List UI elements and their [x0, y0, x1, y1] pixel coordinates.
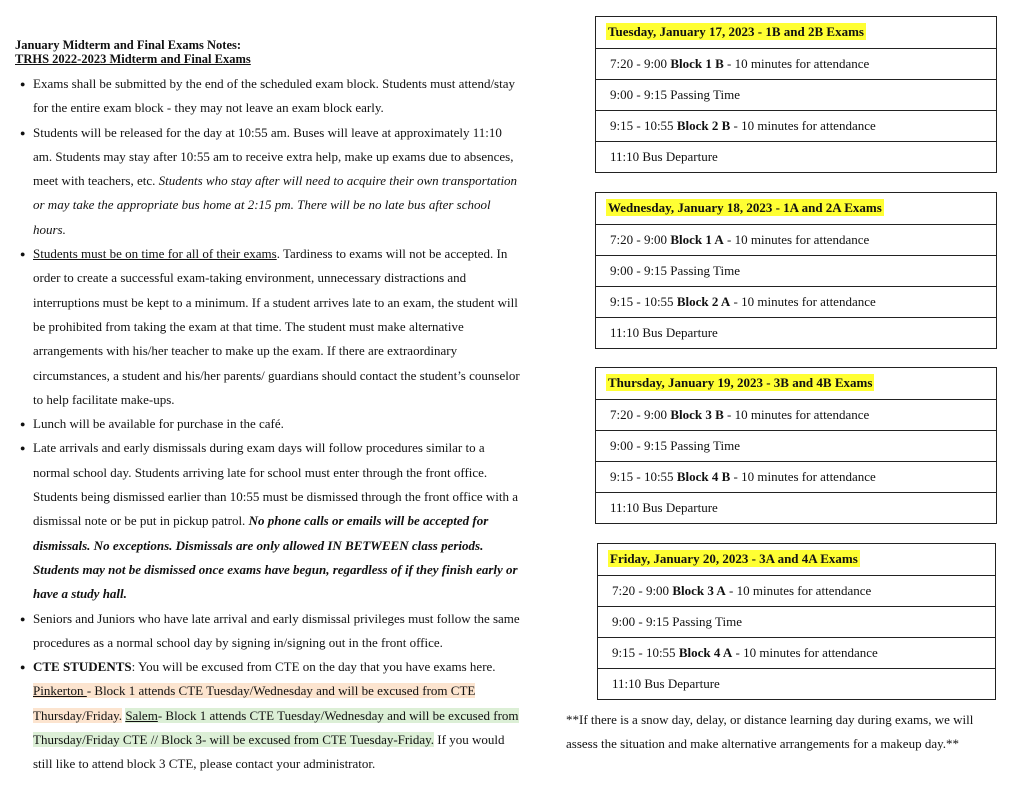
- row-block: Block 1 A: [670, 232, 724, 247]
- salem-name: Salem: [125, 707, 158, 723]
- note-cte-text: : You will be excused from CTE on the day that you have exams here.: [131, 659, 496, 675]
- row-pre: 7:20 - 9:00: [612, 583, 673, 598]
- schedule-thursday: [595, 367, 997, 524]
- schedule-friday: [597, 543, 996, 700]
- row-pre: 9:15 - 10:55: [610, 294, 677, 309]
- row-post: - 10 minutes for attendance: [723, 407, 870, 422]
- note-lunch-text: Lunch will be available for purchase in the café.: [33, 416, 284, 432]
- schedule-title-row: [598, 544, 995, 575]
- schedule-row: [596, 255, 996, 286]
- row-post: - 10 minutes for attendance: [730, 469, 876, 484]
- notes-list: [15, 72, 520, 777]
- pinkerton-text: - Block 1 attends CTE Tuesday/Wednesday and will be excused from CTE Thursday/Friday.: [33, 683, 476, 723]
- note-submission-text: Exams shall be submitted by the end of the scheduled exam block. Students must attend/stay for the entire exam block - they may not leave an exam block early.: [33, 76, 515, 116]
- schedule-title: Wednesday, January 18, 2023 - 1A and 2A Exams: [608, 200, 882, 215]
- note-privileges: [15, 607, 520, 656]
- note-dismissals-text: Late arrivals and early dismissals during exam days will follow procedures similar to a normal school day. Students arriving late for school must enter through the front office. Students being dismissed earlier than 10:55 must be dismissed through the front office with a dismissal note or be put in pickup patrol.: [33, 440, 519, 529]
- note-on-time-underline: Students must be on time for all of their exams: [33, 246, 277, 262]
- note-release-text: Students will be released for the day at 10:55 am. Buses will leave at approximately 11:10 am. Students may stay after 10:55 am to receive extra help, make up exams due to absences, meet with teachers, etc.: [33, 124, 514, 189]
- schedule-title: Thursday, January 19, 2023 - 3B and 4B Exams: [608, 375, 873, 390]
- row-pre: 11:10 Bus Departure: [610, 325, 718, 340]
- note-release-italic: Students who stay after will need to acquire their own transportation or may take the appropriate bus home at 2:15 pm. There will be no late bus after school hours.: [33, 173, 518, 237]
- row-pre: 7:20 - 9:00: [610, 56, 671, 71]
- schedule-title: Tuesday, January 17, 2023 - 1B and 2B Exams: [608, 24, 864, 39]
- row-block: Block 3 A: [672, 583, 726, 598]
- row-pre: 11:10 Bus Departure: [610, 149, 718, 164]
- row-pre: 9:00 - 9:15 Passing Time: [610, 87, 741, 102]
- schedule-title-row: [596, 193, 996, 224]
- note-cte-end: If you would still like to attend block 3 CTE, please contact your administrator.: [33, 732, 505, 772]
- row-pre: 9:00 - 9:15 Passing Time: [610, 438, 741, 453]
- row-pre: 11:10 Bus Departure: [612, 676, 720, 691]
- row-block: Block 2 B: [676, 118, 731, 133]
- schedule-row: [596, 317, 996, 348]
- row-post: - 10 minutes for attendance: [725, 583, 872, 598]
- note-dismissals: [15, 436, 520, 606]
- schedule-row: [596, 141, 996, 172]
- schedule-row: [596, 430, 996, 461]
- schedule-title-row: [596, 368, 996, 399]
- schedule-row: [596, 492, 996, 523]
- schedule-row: [596, 224, 996, 255]
- notes-title: January Midterm and Final Exams Notes:: [15, 38, 242, 52]
- note-submission: [15, 72, 520, 121]
- notes-column: [15, 38, 520, 777]
- row-post: - 10 minutes for attendance: [723, 232, 870, 247]
- row-block: Block 4 A: [678, 645, 733, 660]
- schedule-row: [596, 48, 996, 79]
- schedule-row: [596, 286, 996, 317]
- schedule-row: [598, 575, 995, 606]
- row-pre: 9:00 - 9:15 Passing Time: [612, 614, 743, 629]
- row-pre: 7:20 - 9:00: [610, 407, 671, 422]
- salem-text: - Block 1 attends CTE Tuesday/Wednesday and will be excused from Thursday/Friday CTE // Block 3- will be excused from CTE Tuesday-Friday.: [33, 707, 519, 748]
- row-pre: 7:20 - 9:00: [610, 232, 671, 247]
- schedule-tuesday: [595, 16, 997, 173]
- schedule-row: [596, 110, 996, 141]
- schedule-row: [598, 668, 995, 699]
- schedule-row: [596, 461, 996, 492]
- note-cte-bold: CTE STUDENTS: [33, 659, 132, 675]
- schedule-wednesday: [595, 192, 997, 349]
- row-block: Block 1 B: [670, 56, 724, 71]
- row-post: - 10 minutes for attendance: [723, 56, 870, 71]
- row-block: Block 3 B: [670, 407, 724, 422]
- schedule-row: [596, 79, 996, 110]
- schedule-title-row: [596, 17, 996, 48]
- row-post: - 10 minutes for attendance: [730, 294, 876, 309]
- schedule-row: [596, 399, 996, 430]
- note-cte: [15, 655, 520, 776]
- row-pre: 9:15 - 10:55: [610, 118, 677, 133]
- note-dismissals-bolditalic: No phone calls or emails will be accepted for dismissals. No exceptions. Dismissals are only allowed IN BETWEEN class periods. Students may not be dismissed once exams have begun, regardless of if they finish early or have a study hall.: [33, 513, 518, 602]
- row-post: - 10 minutes for attendance: [732, 645, 878, 660]
- note-lunch: [15, 412, 520, 436]
- row-pre: 9:00 - 9:15 Passing Time: [610, 263, 741, 278]
- notes-subtitle: TRHS 2022-2023 Midterm and Final Exams: [15, 52, 251, 66]
- schedule-title: Friday, January 20, 2023 - 3A and 4A Exams: [610, 551, 858, 566]
- note-release: [15, 121, 520, 242]
- row-pre: 9:15 - 10:55: [612, 645, 679, 660]
- schedule-row: [598, 637, 995, 668]
- row-post: - 10 minutes for attendance: [730, 118, 876, 133]
- note-on-time: [15, 242, 520, 412]
- pinkerton-name: Pinkerton: [33, 683, 87, 699]
- snow-day-footnote: **If there is a snow day, delay, or distance learning day during exams, we will assess the situation and make alternative arrangements for a makeup day.**: [566, 712, 974, 751]
- note-privileges-text: Seniors and Juniors who have late arrival and early dismissal privileges must follow the same procedures as a normal school day by signing in/signing out in the front office.: [33, 610, 520, 650]
- row-block: Block 4 B: [676, 469, 731, 484]
- row-block: Block 2 A: [676, 294, 731, 309]
- row-pre: 9:15 - 10:55: [610, 469, 677, 484]
- row-pre: 11:10 Bus Departure: [610, 500, 718, 515]
- note-on-time-text: . Tardiness to exams will not be accepted. In order to create a successful exam-taking environment, unnecessary distractions and interruptions must be kept to a minimum. If a student arrives late to an exam, the student will be prohibited from taking the exam at that time. The student must make alternative arrangements with his/her teacher to make up the exam. If there are extraordinary circumstances, a student and his/her parents/ guardians should contact the student’s counselor to help facilitate make-ups.: [33, 246, 520, 407]
- schedule-row: [598, 606, 995, 637]
